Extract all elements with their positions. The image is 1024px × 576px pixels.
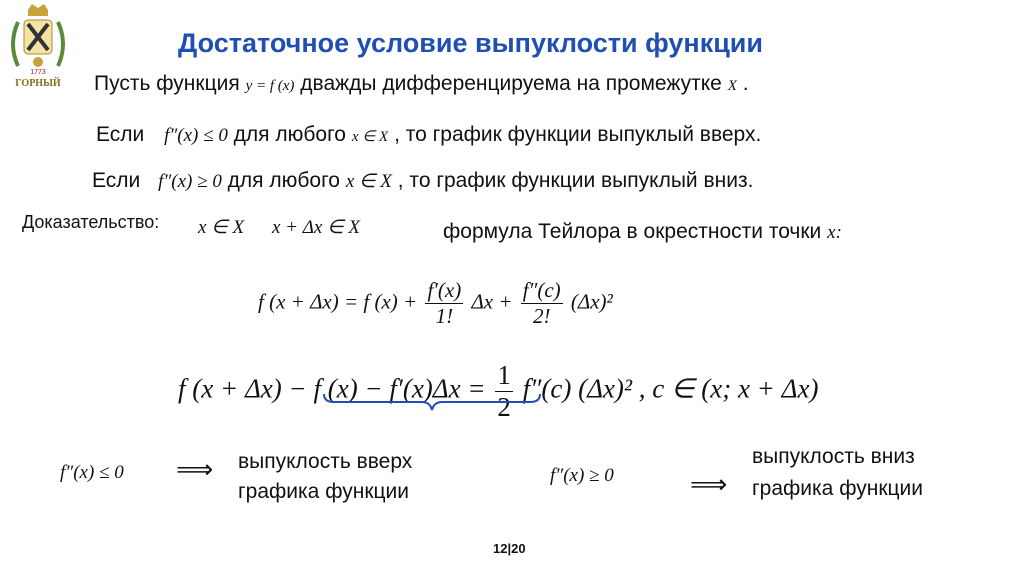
condition-down-formula: f″(x) ≥ 0	[158, 171, 222, 192]
conclusion-down-condition: f″(x) ≥ 0	[550, 465, 614, 486]
eq1-term1: Δx +	[471, 289, 513, 314]
eq1-fraction-2	[521, 278, 563, 329]
conclusion-up-condition: f″(x) ≤ 0	[60, 462, 124, 483]
condition-down-prefix: Если	[92, 169, 141, 192]
condition-up-rest: , то график функции выпуклый вверх.	[394, 123, 762, 146]
implies-arrow-icon: ⟹	[176, 455, 214, 485]
function-formula: y = f (x)	[245, 78, 295, 94]
page-number: 12|20	[493, 541, 526, 556]
proof-x-domain: x ∈ X	[198, 217, 245, 238]
premise-end: .	[742, 72, 749, 95]
condition-up-middle: для любого	[233, 123, 346, 146]
taylor-point: x:	[827, 222, 842, 243]
taylor-label: формула Тейлора в окрестности точки	[443, 220, 822, 243]
condition-up-line	[96, 123, 761, 147]
eq2-frac-den: 2	[497, 392, 511, 422]
premise-middle: дважды дифференцируема на промежутке	[300, 72, 722, 95]
eq1-frac2-den: 2!	[532, 304, 551, 328]
slide-title: Достаточное условие выпуклости функции	[178, 28, 763, 58]
svg-text:ГОРНЫЙ: ГОРНЫЙ	[15, 78, 61, 88]
svg-text:1773: 1773	[30, 69, 46, 76]
eq1-frac1-den: 1!	[435, 304, 454, 328]
condition-up-formula: f″(x) ≤ 0	[164, 125, 228, 146]
taylor-text	[443, 220, 842, 244]
premise-prefix: Пусть функция	[94, 72, 240, 95]
eq1-fraction-1	[425, 278, 463, 329]
taylor-formula	[258, 278, 613, 329]
conclusion-down-text-1: выпуклость вниз	[752, 445, 915, 468]
conclusion-up-text-2: графика функции	[238, 480, 410, 503]
condition-down-middle: для любого	[227, 169, 340, 192]
eq1-frac1-num: f′(x)	[427, 278, 462, 302]
eq2-rhs: f″(c) (Δx)² , c ∈ (x; x + Δx)	[522, 373, 819, 404]
eq1-lhs: f (x + Δx) = f (x) +	[258, 289, 418, 314]
condition-down-rest: , то график функции выпуклый вниз.	[397, 169, 754, 192]
eq1-term2: (Δx)²	[570, 289, 613, 314]
premise-line	[94, 72, 749, 96]
eq2-frac-num: 1	[497, 360, 511, 390]
university-logo	[6, 4, 70, 88]
conclusion-up-text-1: выпуклость вверх	[238, 450, 413, 473]
eq2-lhs: f (x + Δx) − f (x) − f′(x)Δx =	[178, 373, 486, 404]
underbrace-icon	[322, 392, 542, 414]
conclusion-down-text-2: графика функции	[752, 477, 924, 500]
proof-label: Доказательство:	[22, 212, 160, 232]
condition-up-prefix: Если	[96, 123, 145, 146]
proof-xdx-domain: x + Δx ∈ X	[272, 217, 360, 238]
eq1-frac2-num: f″(c)	[522, 278, 561, 302]
condition-down-domain: x ∈ X	[345, 171, 392, 192]
condition-up-domain: x ∈ X	[351, 129, 389, 145]
interval-symbol: X	[727, 78, 737, 94]
condition-down-line	[92, 169, 753, 193]
implies-arrow-icon: ⟹	[690, 470, 728, 500]
